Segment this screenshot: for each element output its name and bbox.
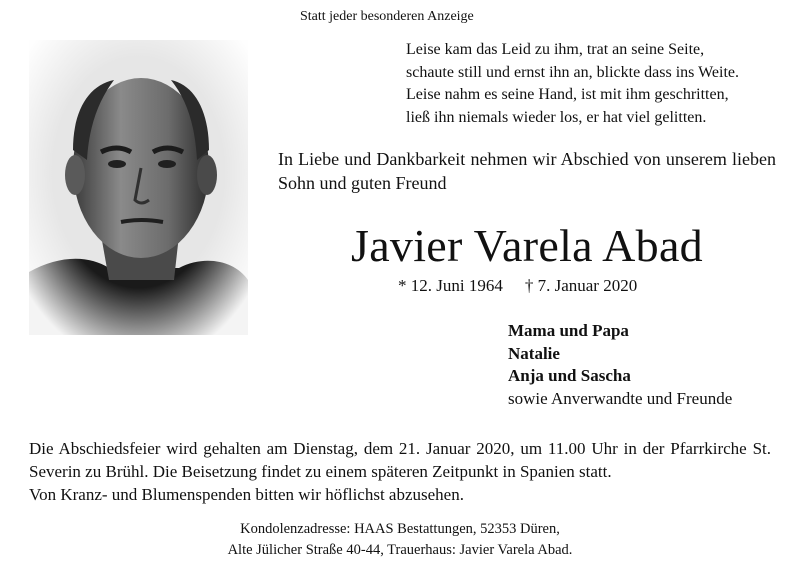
poem: [406, 39, 739, 129]
poem-line: ließ ihn niemals wieder los, er hat viel gelitten.: [406, 108, 707, 126]
notice-header: Statt jeder besonderen Anzeige: [300, 9, 474, 24]
mourner-name: Anja und Sascha: [508, 366, 631, 385]
address-line: Kondolenzadresse: HAAS Bestattungen, 52353 Düren,: [240, 521, 560, 537]
deceased-name: Javier Varela Abad: [351, 220, 703, 271]
poem-line: schaute still und ernst ihn an, blickte dass ins Weite.: [406, 63, 740, 81]
mourners-extra: sowie Anverwandte und Freunde: [508, 388, 733, 408]
flowers-text: Von Kranz- und Blumenspenden bitten wir höflichst abzusehen.: [29, 485, 464, 504]
portrait-photo: [29, 40, 248, 335]
mourners-list: [508, 320, 732, 410]
birth-date: * 12. Juni 1964: [398, 276, 503, 295]
poem-line: Leise nahm es seine Hand, ist mit ihm geschritten,: [406, 86, 729, 103]
address-line: Alte Jülicher Straße 40-44, Trauerhaus: Javier Varela Abad.: [227, 542, 573, 558]
mourner-name: Mama und Papa: [508, 321, 629, 340]
intro-text: In Liebe und Dankbarkeit nehmen wir Abschied von unserem lieben Sohn und guten Freund: [278, 149, 776, 193]
mourner-name: Natalie: [508, 343, 560, 363]
death-date: † 7. Januar 2020: [524, 276, 638, 295]
ceremony-text: Die Abschiedsfeier wird gehalten am Dienstag, dem 21. Januar 2020, um 11.00 Uhr in der Pfarrkirche St. Severin zu Brühl. Die Beisetzung findet zu einem späteren Zeitpunkt in Spanien statt.: [29, 439, 771, 481]
condolence-address: [0, 519, 800, 561]
poem-line: Leise kam das Leid zu ihm, trat an seine Seite,: [406, 41, 705, 58]
life-dates: [398, 276, 637, 296]
